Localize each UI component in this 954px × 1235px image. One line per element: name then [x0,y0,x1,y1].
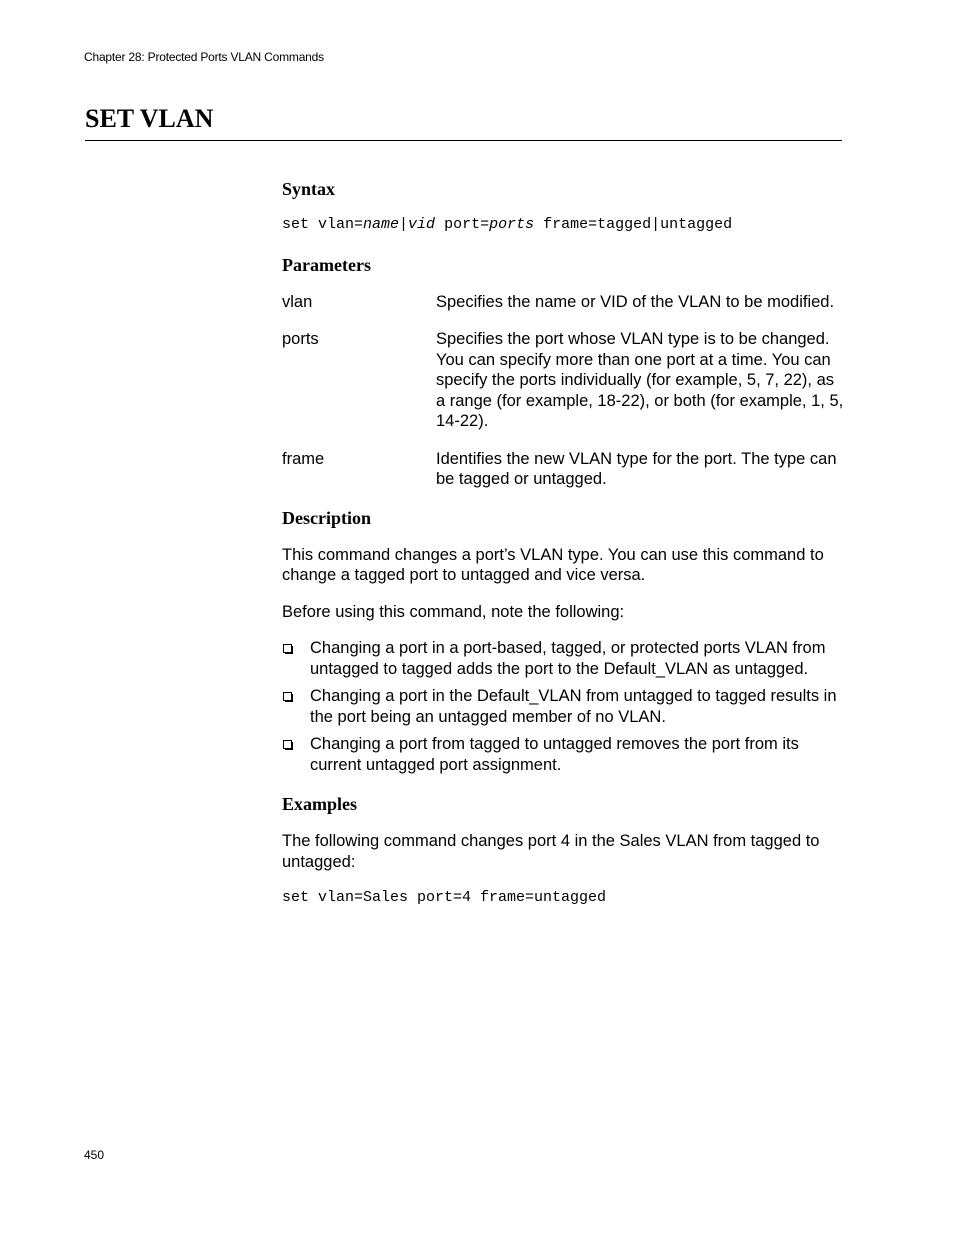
page-title: SET VLAN [85,104,214,133]
checkbox-bullet-icon [283,740,292,749]
note-list [282,638,847,775]
parameter-description: Identifies the new VLAN type for the port. The type can be tagged or untagged. [436,449,837,488]
list-item [282,638,847,679]
examples-heading: Examples [282,794,358,814]
syntax-code-part: | [399,216,409,233]
parameter-row [282,329,847,432]
syntax-code-param: name [363,216,400,233]
syntax-code-part: frame=tagged|untagged [534,216,733,233]
description-paragraph: This command changes a port’s VLAN type. You can use this command to change a tagged port to untagged and vice versa. [282,545,824,584]
list-item-text: Changing a port from tagged to untagged removes the port from its current untagged port assignment. [310,735,799,774]
checkbox-bullet-icon [283,692,292,701]
description-paragraph: Before using this command, note the following: [282,602,625,621]
parameters-heading: Parameters [282,254,371,275]
parameter-row [282,449,847,490]
main-content [282,178,847,909]
list-item-text: Changing a port in a port-based, tagged, or protected ports VLAN from untagged to tagged adds the port to the Default_VLAN as untagged. [310,639,826,678]
running-header: Chapter 28: Protected Ports VLAN Commands [84,50,324,64]
list-item-text: Changing a port in the Default_VLAN from untagged to tagged results in the port being an untagged member of no VLAN. [310,687,837,726]
description-heading: Description [282,507,371,528]
parameter-name: ports [282,330,319,348]
parameter-name: frame [282,449,325,468]
syntax-heading: Syntax [282,179,336,199]
examples-paragraph: The following command changes port 4 in the Sales VLAN from tagged to untagged: [282,832,820,871]
example-code: set vlan=Sales port=4 frame=untagged [282,889,607,906]
page-number: 450 [84,1148,105,1162]
parameter-description: Specifies the name or VID of the VLAN to be modified. [436,292,835,311]
parameter-name: vlan [282,292,313,311]
parameter-description: Specifies the port whose VLAN type is to be changed. You can specify more than one port at a time. You can specify the ports individually (for example, 5, 7, 22), as a range (for example, 18-22), or both (for example, 1, 5, 14-22). [436,330,844,430]
list-item [282,734,847,775]
syntax-code-param: vid [408,216,436,233]
syntax-code-part: port= [435,216,490,233]
syntax-code-param: ports [489,216,535,233]
parameter-row [282,292,847,313]
syntax-code-part: set vlan= [282,216,364,233]
title-rule [85,140,842,141]
syntax-code [282,215,847,236]
checkbox-bullet-icon [283,644,292,653]
list-item [282,686,847,727]
